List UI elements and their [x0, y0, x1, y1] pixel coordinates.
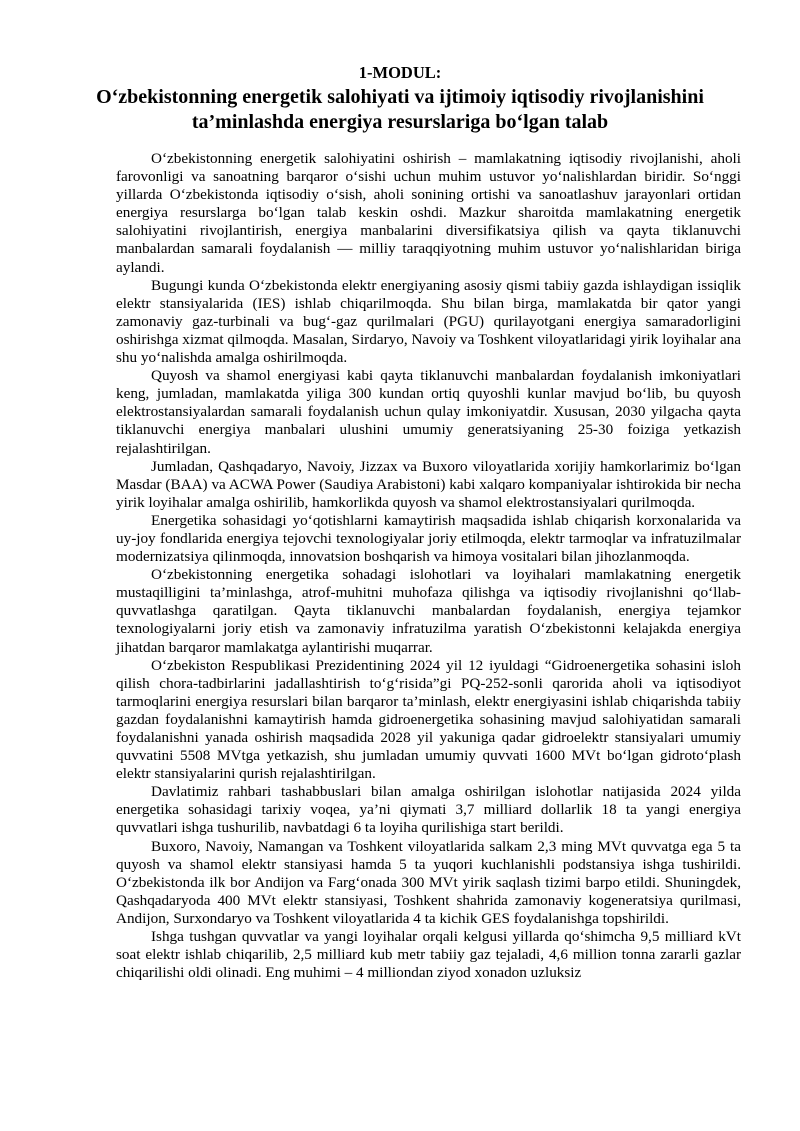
- document-header: [0, 62, 800, 135]
- paragraph: Quyosh va shamol energiyasi kabi qayta tiklanuvchi manbalardan foydalanish imkoniyatlari keng, jumladan, mamlakatda yiliga 300 kundan ortiq quyoshli kunlar mavjud bo‘lib, bu quyosh elektrostansiyalardan samarali foydalanish uchun qulay imkoniyatdir. Xususan, 2030 yilgacha qayta tiklanuvchi energiya manbalari ulushini umumiy generatsiyaning 25-30 foiziga yetkazish rejalashtirilgan.: [116, 367, 741, 457]
- paragraph: O‘zbekiston Respublikasi Prezidentining 2024 yil 12 iyuldagi “Gidroenergetika sohasini isloh qilish chora-tadbirlarini jadallashtirish to‘g‘risida”gi PQ-252-sonli qarorida aholi va iqtisodiyot tarmoqlarini energiya resurslari bilan barqaror ta’minlash, elektr energiyasini ishlab chiqarishda tabiiy gazdan foydalanishni kamaytirish hamda gidroenergetika sohasining mavjud salohiyatidan samarali foydalanishni yanada oshirish maqsadida 2028 yil yakuniga qadar gidroelektr stansiyalari umumiy quvvatini 5508 MVtga yetkazish, shu jumladan umumiy quvvati 1600 MVt bo‘lgan gidroto‘plash elektr stansiyalarini qurish rejalashtirilgan.: [116, 656, 741, 783]
- paragraph: Jumladan, Qashqadaryo, Navoiy, Jizzax va Buxoro viloyatlarida xorijiy hamkorlarimiz bo‘lgan Masdar (BAA) va ACWA Power (Saudiya Arabistoni) kabi xalqaro kompaniyalar ishtirokida bir necha yirik loyihalar amalga oshirilib, hamkorlikda quyosh va shamol elektrostansiyalari qurilmoqda.: [116, 457, 741, 511]
- paragraph: Davlatimiz rahbari tashabbuslari bilan amalga oshirilgan islohotlar natijasida 2024 yilda energetika sohasidagi tarixiy voqea, ya’ni qiymati 3,7 milliard dollarlik 18 ta yangi energiya quvvatlari ishga tushurilib, navbatdagi 6 ta loyiha qurilishiga start berildi.: [116, 783, 741, 837]
- paragraph: O‘zbekistonning energetik salohiyatini oshirish – mamlakatning iqtisodiy rivojlanishi, aholi farovonligi va sanoatning barqaror o‘sishi uchun muhim ustuvor yo‘nalishlardan biridir. So‘nggi yillarda O‘zbekistonda iqtisodiy o‘sish, aholi sonining ortishi va sanoatlashuv jarayonlari ortidan energiya resurslarga bo‘lgan talab keskin oshdi. Mazkur sharoitda mamlakatning energetik salohiyatini rivojlantirish, energiya manbalarini diversifikatsiya qilish va qayta tiklanuvchi manbalardan samarali foydalanish — milliy taraqqiyotning muhim ustuvor yo‘nalishlaridan biriga aylandi.: [116, 150, 741, 276]
- paragraph: O‘zbekistonning energetika sohadagi islohotlari va loyihalari mamlakatning energetik mustaqilligini ta’minlashga, atrof-muhitni muhofaza qilishga va iqtisodiy rivojlanishni qo‘llab-quvvatlashga qaratilgan. Qayta tiklanuvchi manbalardan foydalanish, energiya tejamkor texnologiyalarni joriy etish va zamonaviy infratuzilma yaratish O‘zbekistonni kelajakda energiya jihatdan barqaror mamlakatga aylantirishi muqarrar.: [116, 566, 741, 656]
- paragraph: Ishga tushgan quvvatlar va yangi loyihalar orqali kelgusi yillarda qo‘shimcha 9,5 milliard kVt soat elektr ishlab chiqarilib, 2,5 milliard kub metr tabiiy gaz tejaladi, 4,6 million tonna zararli gazlar chiqarilishi oldi olinadi. Eng muhimi – 4 milliondan ziyod xonadon uzluksiz: [116, 928, 741, 982]
- module-label: 1-MODUL:: [358, 63, 442, 82]
- paragraph: Energetika sohasidagi yo‘qotishlarni kamaytirish maqsadida ishlab chiqarish korxonalarida va uy-joy fondlarida energiya tejovchi texnologiyalar joriy etilmoqda, elektr tarmoqlar va infratuzilmalar modernizatsiya qilinmoqda, innovatsion boshqarish va himoya vositalari bilan jihozlanmoqda.: [116, 511, 741, 566]
- paragraph: Buxoro, Navoiy, Namangan va Toshkent viloyatlarida salkam 2,3 ming MVt quvvatga ega 5 ta quyosh va shamol elektr stansiyasi hamda 5 ta yuqori kuchlanishli podstansiya ishga tushirildi. O‘zbekistonda ilk bor Andijon va Farg‘onada 300 MVt yirik saqlash tizimi barpo etildi. Shuningdek, Qashqadaryoda 400 MVt elektr stansiyasi, Toshkent shahrida zamonaviy kogeneratsiya qurilmasi, Andijon, Surxondaryo va Toshkent viloyatlarida 4 ta kichik GES foydalanishga topshirildi.: [116, 837, 741, 927]
- paragraph: Bugungi kunda O‘zbekistonda elektr energiyaning asosiy qismi tabiiy gazda ishlaydigan issiqlik elektr stansiyalarida (IES) ishlab chiqarilmoqda. Shu bilan birga, mamlakatda bir qator yangi zamonaviy gaz-turbinali va bug‘-gaz qurilmalari (PGU) qurilayotgani energiya samaradorligini oshirishga xizmat qilmoqda. Masalan, Sirdaryo, Navoiy va Toshkent viloyatlaridagi yirik loyihalar ana shu yo‘nalishda amalga oshirilmoqda.: [116, 276, 741, 367]
- document-body: [116, 150, 741, 982]
- document-title: O‘zbekistonning energetik salohiyati va ijtimoiy iqtisodiy rivojlanishini ta’minlashda energiya resurslariga bo‘lgan talab: [96, 86, 704, 133]
